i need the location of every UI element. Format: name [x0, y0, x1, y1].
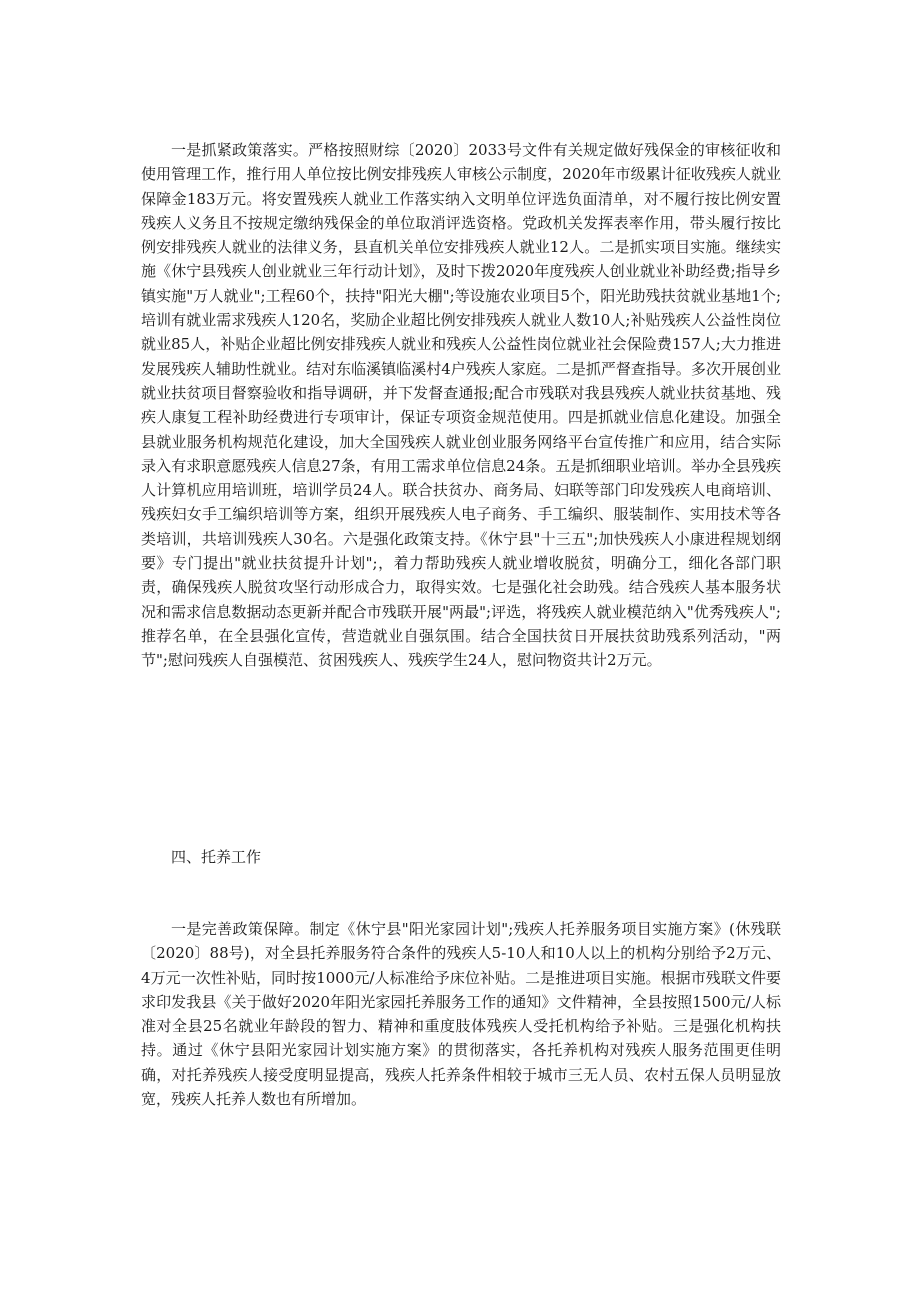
employment-paragraph: 一是抓紧政策落实。严格按照财综〔2020〕2033号文件有关规定做好残保金的审核征收和使用管理工作，推行用人单位按比例安排残疾人审核公示制度，2020年市级累计征收残疾人就业保障金183万元。将安置残疾人就业工作落实纳入文明单位评选负面清单，对不履行按比例安置残疾人义务且不按规定缴纳残保金的单位取消评选资格。党政机关发挥表率作用，带头履行按比例安排残疾人就业的法律义务，县直机关单位安排残疾人就业12人。二是抓实项目实施。继续实施《休宁县残疾人创业就业三年行动计划》，及时下拨2020年度残疾人创业就业补助经费;指导乡镇实施"万人就业";工程60个，扶持"阳光大棚";等设施农业项目5个，阳光助残扶贫就业基地1个;培训有就业需求残疾人120名，奖励企业超比例安排残疾人就业人数10人;补贴残疾人公益性岗位就业85人，补贴企业超比例安排残疾人就业和残疾人公益性岗位就业社会保险费157人;大力推进发展残疾人辅助性就业。结对东临溪镇临溪村4户残疾人家庭。二是抓严督查指导。多次开展创业就业扶贫项目督察验收和指导调研，并下发督查通报;配合市残联对我县残疾人就业扶贫基地、残疾人康复工程补助经费进行专项审计，保证专项资金规范使用。四是抓就业信息化建设。加强全县就业服务机构规范化建设，加大全国残疾人就业创业服务网络平台宣传推广和应用，结合实际录入有求职意愿残疾人信息27条，有用工需求单位信息24条。五是抓细职业培训。举办全县残疾人计算机应用培训班，培训学员24人。联合扶贫办、商务局、妇联等部门印发残疾人电商培训、残疾妇女手工编织培训等方案，组织开展残疾人电子商务、手工编织、服装制作、实用技术等各类培训，共培训残疾人30名。六是强化政策支持。《休宁县"十三五";加快残疾人小康进程规划纲要》专门提出"就业扶贫提升计划";，着力帮助残疾人就业增收脱贫，明确分工，细化各部门职责，确保残疾人脱贫攻坚行动形成合力，取得实效。七是强化社会助残。结合残疾人基本服务状况和需求信息数据动态更新并配合市残联开展"两最";评选，将残疾人就业模范纳入"优秀残疾人";推荐名单，在全县强化宣传，营造就业自强氛围。结合全国扶贫日开展扶贫助残系列活动，"两节";慰问残疾人自强模范、贫困残疾人、残疾学生24人，慰问物资共计2万元。: [141, 141, 781, 670]
custody-paragraph: 一是完善政策保障。制定《休宁县"阳光家园计划";残疾人托养服务项目实施方案》(休残联〔2020〕88号)，对全县托养服务符合条件的残疾人5-10人和10人以上的机构分别给予2万元、4万元一次性补贴，同时按1000元/人标准给予床位补贴。二是推进项目实施。根据市残联文件要求印发我县《关于做好2020年阳光家园托养服务工作的通知》文件精神，全县按照1500元/人标准对全县25名就业年龄段的智力、精神和重度肢体残疾人受托机构给予补贴。三是强化机构扶持。通过《休宁县阳光家园计划实施方案》的贯彻落实，各托养机构对残疾人服务范围更佳明确，对托养残疾人接受度明显提高，残疾人托养条件相较于城市三无人员、农村五保人员明显放宽，残疾人托养人数也有所增加。: [141, 920, 781, 1109]
section-heading-custody-work: 四、托养工作: [171, 848, 262, 866]
